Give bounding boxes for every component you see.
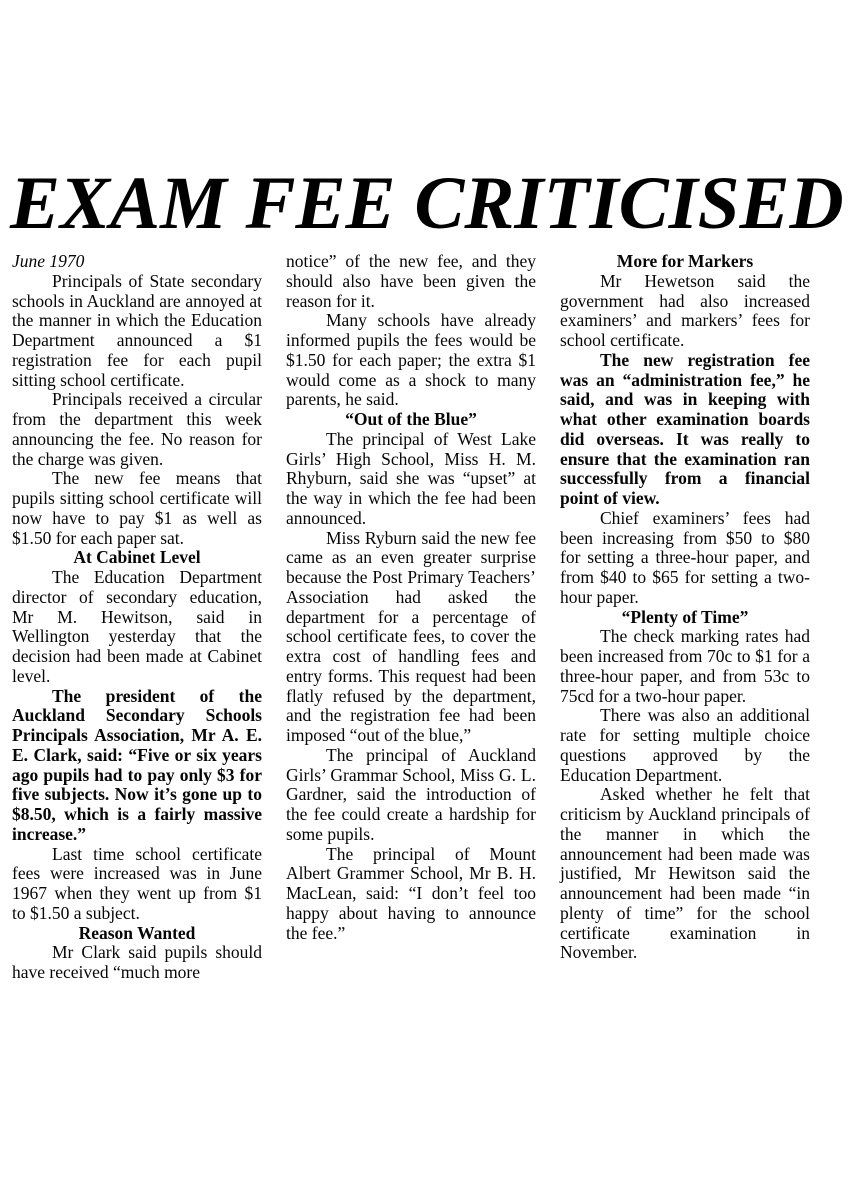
dateline: June 1970 (12, 251, 85, 271)
paragraph: Many schools have already informed pupils the fees would be $1.50 for each paper; the extra $1 would come as a shock to many parents, he said. (286, 310, 536, 410)
paragraph: Mr Clark said pupils should have received “much more (12, 942, 262, 982)
paragraph: The Education Department director of secondary education, Mr M. Hewitson, said in Wellington yesterday that the decision had been made at Cabinet level. (12, 567, 262, 686)
paragraph: Asked whether he felt that criticism by Auckland principals of the manner in which the announcement had been made was justified, Mr Hewitson said the announcement had been made “in plenty of time” for the school certificate examination in November. (560, 784, 810, 963)
section-heading: “Out of the Blue” (345, 409, 477, 429)
section-heading: At Cabinet Level (73, 547, 201, 568)
paragraph-continuation: notice” of the new fee, and they should also have been given the reason for it. (286, 251, 536, 311)
paragraph-bold: The new registration fee was an “administration fee,” he said, and was in keeping with what other examination boards did overseas. It was really to ensure that the examination ran successfully from a financial point of view. (560, 349, 810, 508)
paragraph: The principal of West Lake Girls’ High School, Miss H. M. Rhyburn, said she was “upset” at the way in which the fee had been announced. (286, 428, 536, 528)
paragraph: Chief examiners’ fees had been increasing from $50 to $80 for setting a three-hour paper, and from $40 to $65 for setting a two-hour paper. (560, 507, 810, 607)
paragraph: The check marking rates had been increased from 70c to $1 for a three-hour paper, and from 53c to 75cd for a two-hour paper. (560, 626, 810, 706)
article-headline: EXAM FEE CRITICISED (10, 162, 844, 245)
paragraph: Principals of State secondary schools in Auckland are annoyed at the manner in which the Education Department announced a $1 registration fee for each pupil sitting school certificate. (12, 270, 262, 390)
paragraph: The principal of Auckland Girls’ Grammar School, Miss G. L. Gardner, said the introduction of the fee could create a hardship for some pupils. (286, 744, 536, 844)
paragraph: Principals received a circular from the department this week announcing the fee. No reason for the charge was given. (12, 389, 262, 469)
paragraph: The principal of Mount Albert Grammer School, Mr B. H. MacLean, said: “I don’t feel too happy about having to announce the fee.” (286, 843, 536, 943)
paragraph: Mr Hewetson said the government had also increased examiners’ and markers’ fees for school certificate. (560, 270, 810, 350)
section-heading: More for Markers (616, 251, 754, 271)
paragraph-bold: The president of the Auckland Secondary Schools Principals Association, Mr A. E. E. Clark, said: “Five or six years ago pupils had to pay only $3 for five subjects. Now it’s gone up to $8.50, which is a fairly massive increase.” (12, 685, 262, 844)
paragraph: Last time school certificate fees were increased was in June 1967 when they went up from $1 to $1.50 a subject. (12, 843, 262, 923)
paragraph: The new fee means that pupils sitting school certificate will now have to pay $1 as well as $1.50 for each paper sat. (12, 468, 262, 548)
column-2 (286, 252, 536, 983)
section-heading: “Plenty of Time” (621, 606, 749, 627)
article-body (12, 252, 810, 983)
column-1 (12, 252, 262, 983)
column-3 (560, 252, 810, 983)
paragraph: Miss Ryburn said the new fee came as an even greater surprise because the Post Primary Teachers’ Association had asked the department for a percentage of school certificate fees, to cover the extra cost of handling fees and entry forms. This request had been flatly refused by the department, and the registration fee had been imposed “out of the blue,” (286, 527, 536, 745)
paragraph: There was also an additional rate for setting multiple choice questions approved by the Education Department. (560, 705, 810, 785)
section-heading: Reason Wanted (78, 922, 196, 943)
